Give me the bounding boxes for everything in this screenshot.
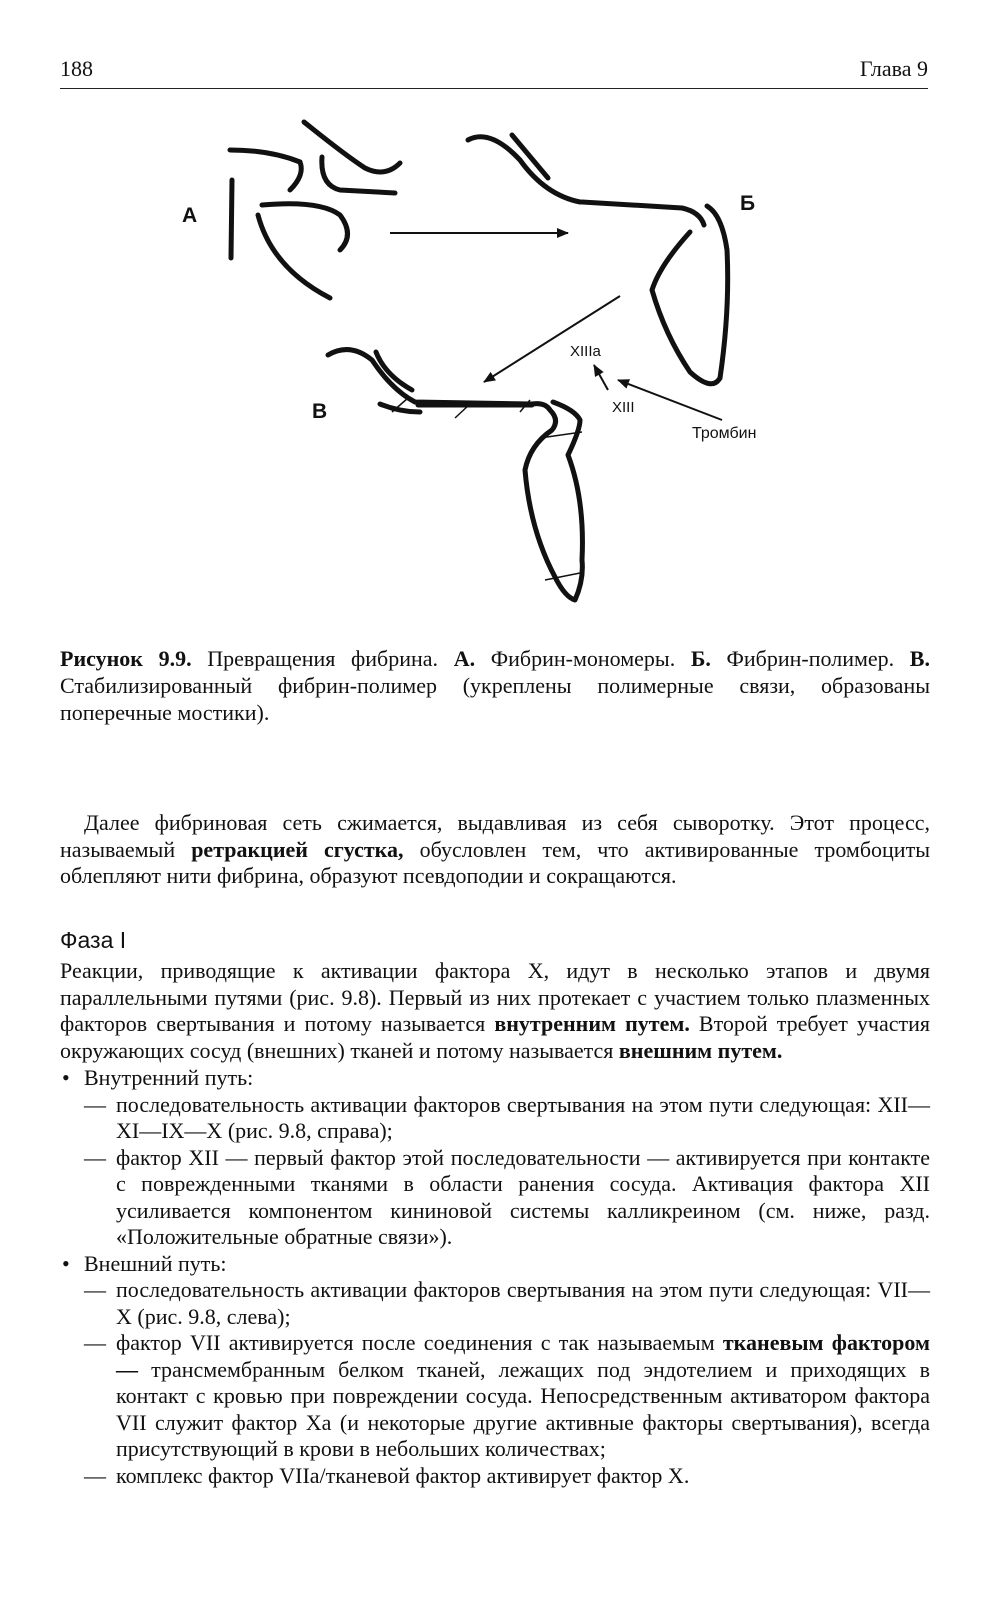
label-xiii: XIII — [612, 399, 635, 416]
term-tissue-factor: тканевым фактором — — [116, 1330, 930, 1382]
label-v: В — [312, 400, 328, 423]
dash-item: — последовательность активации факторов свертывания на этом пути следующая: XII—XI—IX—X (рис. 9.8, справа); — [60, 1092, 930, 1145]
arrow-b-to-v — [484, 296, 620, 382]
label-thrombin: Тромбин — [692, 425, 757, 442]
chapter-title: Глава 9 — [859, 56, 928, 81]
stabilized-strand — [328, 350, 582, 600]
paragraph-text: Второй требует участия окружающих сосуд (внешних) тканей и потому называется — [60, 1011, 930, 1063]
section-heading: Фаза I — [60, 927, 127, 953]
caption-text: Фибрин-полимер. — [710, 646, 910, 671]
monomer-strand — [304, 122, 400, 172]
dash-item: — фактор XII — первый фактор этой последовательности — активируется при контакте с поврежденными тканями в области ранения сосуда. Активация фактора XII усиливается компонентом кининовой системы калликреином (см. ниже, разд. «Положительные обратные связи»). — [60, 1145, 930, 1251]
arrow-xiii-to-xiiia — [594, 365, 608, 390]
paragraph-text: Реакции, приводящие к активации фактора X, идут в несколько этапов и двумя параллельными путями (рис. 9.8). Первый из них протекает с участием только плазменных факторов свертывания и потому называется — [60, 958, 930, 1036]
dash-item: — последовательность активации факторов свертывания на этом пути следующая: VII—X (рис. 9.8, слева); — [60, 1277, 930, 1330]
monomers-group-a — [230, 122, 400, 298]
list-text: фактор VII активируется после соединения с так называемым — [116, 1330, 723, 1355]
dash-item: — комплекс фактор VIIa/тканевой фактор активирует фактор X. — [60, 1463, 930, 1490]
page-number: 188 — [60, 56, 93, 81]
dash-item — [60, 1330, 930, 1463]
monomer-strand — [258, 215, 330, 298]
pathway-list — [60, 1065, 930, 1489]
polymer-strand — [707, 206, 728, 378]
caption-label-a: А. — [453, 646, 476, 671]
monomer-strand — [231, 180, 232, 258]
caption-label-b: Б. — [690, 646, 711, 671]
list-text: трансмембранным белком тканей, лежащих под эндотелием и приходящих в контакт с кровью при повреждении сосуда. Непосредственным активатором фактора VII служит фактор Xa (и некоторые другие активные факторы свертывания), всегда присутствующий в крови в небольших количествах; — [116, 1356, 930, 1461]
paragraph-text: Далее фибриновая сеть сжимается, выдавливая из себя сыворотку. Этот процесс, называемый — [60, 810, 930, 862]
paragraph-phase1 — [60, 958, 930, 1064]
monomer-strand — [290, 162, 301, 190]
figure-caption — [60, 645, 930, 726]
bullet-internal: • Внутренний путь: — [60, 1065, 930, 1092]
caption-label-v: В. — [909, 646, 930, 671]
polymer-strand — [652, 232, 720, 384]
cross-bridge — [545, 573, 580, 580]
caption-text: Превращения фибрина. — [191, 646, 454, 671]
caption-text: Стабилизированный фибрин-полимер (укреплены полимерные связи, образованы поперечные мостики). — [60, 673, 930, 725]
label-a: А — [182, 204, 198, 227]
monomer-strand — [262, 204, 348, 250]
polymer-strand — [582, 202, 704, 225]
paragraph-text: обусловлен тем, что активированные тромбоциты облепляют нити фибрина, образуют псевдоподии и сокращаются. — [60, 836, 930, 888]
fibrin-figure — [0, 95, 988, 630]
label-b: Б — [740, 192, 756, 215]
term-clot-retraction: ретракцией сгустка, — [191, 836, 404, 862]
term-intrinsic-pathway: внутренним путем. — [494, 1011, 690, 1036]
term-extrinsic-pathway: внешним путем. — [618, 1037, 783, 1063]
caption-text: Фибрин-мономеры. — [475, 646, 691, 671]
label-xiiia: XIIIa — [570, 343, 601, 360]
stabilized-group-v — [328, 350, 582, 600]
caption-figure-label: Рисунок 9.9. — [60, 646, 192, 671]
page-header — [60, 52, 928, 89]
paragraph-retraction — [60, 810, 930, 890]
monomer-strand — [230, 150, 300, 162]
bullet-external: • Внешний путь: — [60, 1251, 930, 1278]
